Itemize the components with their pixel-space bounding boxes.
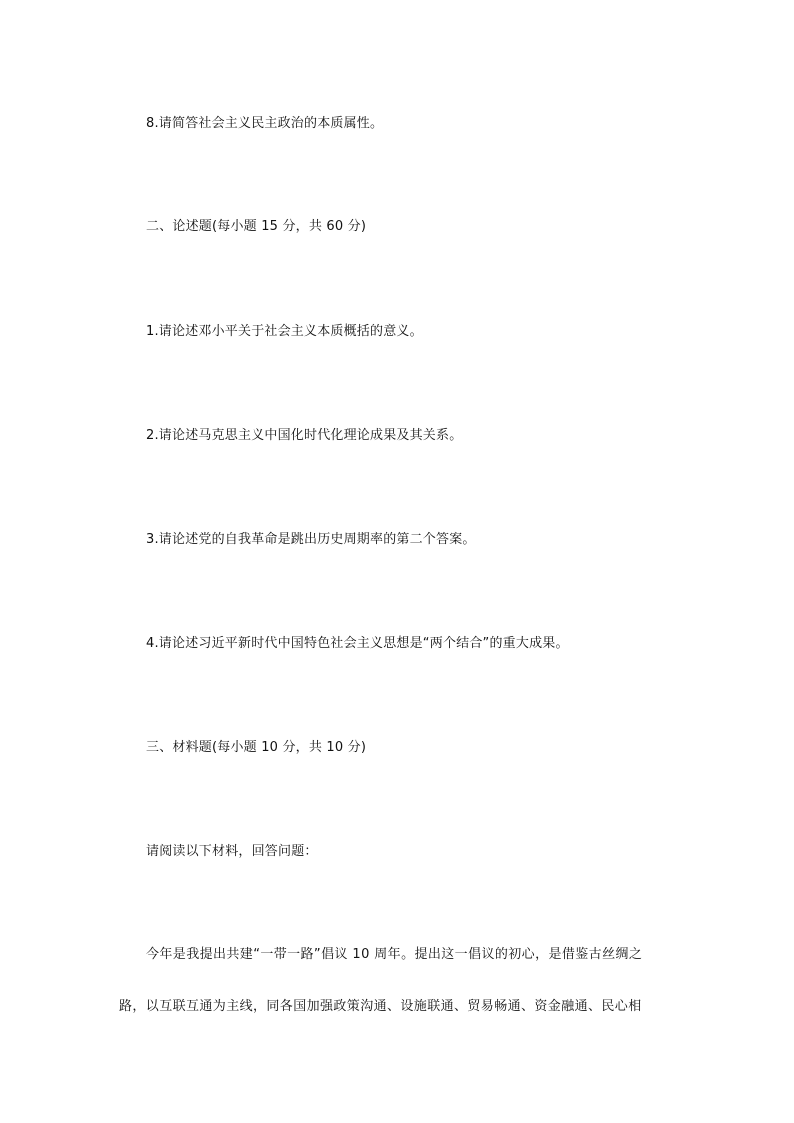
essay-question-1: 1.请论述邓小平关于社会主义本质概括的意义。 — [146, 324, 423, 339]
material-instruction: 请阅读以下材料，回答问题： — [146, 844, 318, 859]
question-8: 8.请简答社会主义民主政治的本质属性。 — [146, 116, 384, 131]
material-paragraph-line-2: 路，以互联互通为主线，同各国加强政策沟通、设施联通、贸易畅通、资金融通、民心相 — [119, 999, 642, 1014]
essay-question-4: 4.请论述习近平新时代中国特色社会主义思想是“两个结合”的重大成果。 — [146, 636, 569, 651]
section-3-heading: 三、材料题(每小题 10 分，共 10 分) — [146, 740, 367, 755]
material-paragraph-line-1: 今年是我提出共建“一带一路”倡议 10 周年。提出这一倡议的初心，是借鉴古丝绸之 — [146, 947, 643, 962]
section-2-heading: 二、论述题(每小题 15 分，共 60 分) — [146, 219, 367, 234]
essay-question-3: 3.请论述党的自我革命是跳出历史周期率的第二个答案。 — [146, 532, 476, 547]
essay-question-2: 2.请论述马克思主义中国化时代化理论成果及其关系。 — [146, 428, 463, 443]
